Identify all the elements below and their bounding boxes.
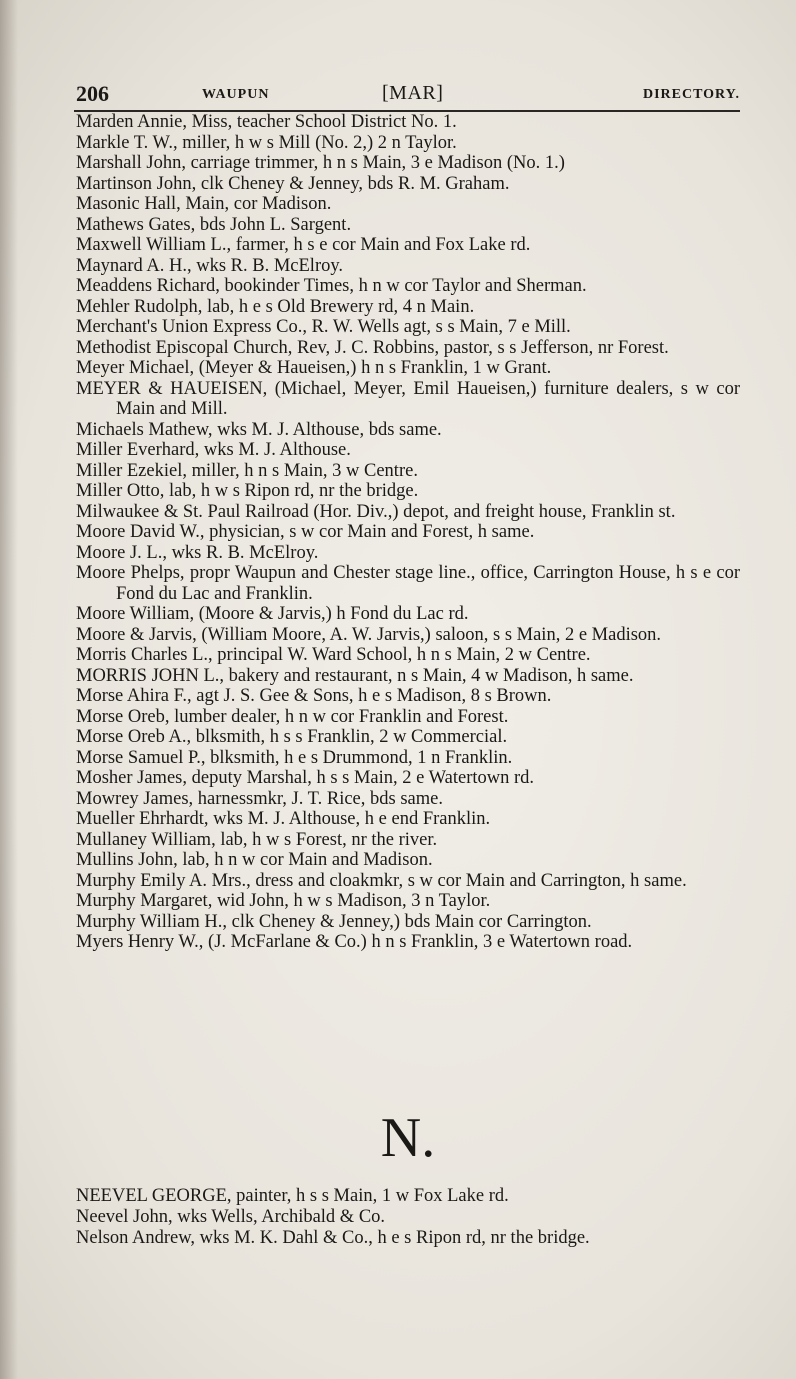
directory-entry: Moore & Jarvis, (William Moore, A. W. Jarvis,) saloon, s s Main, 2 e Madison.	[76, 624, 662, 645]
directory-entry: Mosher James, deputy Marshal, h s s Main, 2 e Watertown rd.	[76, 768, 535, 788]
directory-entry: Neevel John, wks Wells, Archibald & Co.	[76, 1207, 386, 1227]
directory-entry: Mathews Gates, bds John L. Sargent.	[76, 214, 352, 235]
directory-entry: Mullaney William, lab, h w s Forest, nr the river.	[76, 829, 438, 850]
running-head-title: DIRECTORY.	[642, 87, 740, 102]
directory-entry: Moore Phelps, propr Waupun and Chester stage line., office, Carrington House, h s e cor Fond du Lac and Franklin.	[76, 563, 740, 604]
page-header	[76, 81, 740, 108]
directory-entry: Morse Oreb A., blksmith, h s s Franklin, 2 w Commercial.	[76, 727, 508, 747]
directory-entry: Miller Otto, lab, h w s Ripon rd, nr the bridge.	[76, 481, 419, 501]
directory-entry: Miller Everhard, wks M. J. Althouse.	[76, 440, 351, 460]
directory-entry: Methodist Episcopal Church, Rev, J. C. Robbins, pastor, s s Jefferson, nr Forest.	[76, 337, 669, 358]
running-head-section: [MAR]	[382, 82, 444, 104]
directory-entry: Michaels Mathew, wks M. J. Althouse, bds same.	[76, 419, 442, 440]
directory-entry: NEEVEL GEORGE, painter, h s s Main, 1 w Fox Lake rd.	[76, 1186, 509, 1206]
directory-entry: Marden Annie, Miss, teacher School District No. 1.	[76, 112, 457, 132]
directory-entry: MEYER & HAUEISEN, (Michael, Meyer, Emil Haueisen,) furniture dealers, s w cor Main and Mill.	[76, 378, 740, 419]
directory-entry: Meyer Michael, (Meyer & Haueisen,) h n s Franklin, 1 w Grant.	[76, 358, 552, 378]
directory-entry: Mullins John, lab, h n w cor Main and Madison.	[76, 850, 433, 870]
directory-entries-n	[76, 1186, 740, 1249]
directory-entry: Martinson John, clk Cheney & Jenney, bds R. M. Graham.	[76, 173, 510, 194]
directory-entry: Merchant's Union Express Co., R. W. Wells agt, s s Main, 7 e Mill.	[76, 317, 571, 337]
page-number: 206	[76, 81, 109, 106]
directory-entry: Milwaukee & St. Paul Railroad (Hor. Div.,) depot, and freight house, Franklin st.	[76, 501, 676, 522]
directory-entry: Morse Oreb, lumber dealer, h n w cor Franklin and Forest.	[76, 706, 509, 727]
directory-entry: Maxwell William L., farmer, h s e cor Main and Fox Lake rd.	[76, 235, 531, 255]
directory-entry: Moore William, (Moore & Jarvis,) h Fond du Lac rd.	[76, 604, 469, 624]
directory-entry: Myers Henry W., (J. McFarlane & Co.) h n s Franklin, 3 e Watertown road.	[76, 932, 633, 952]
directory-entry: Marshall John, carriage trimmer, h n s Main, 3 e Madison (No. 1.)	[76, 153, 565, 173]
directory-entry: Murphy William H., clk Cheney & Jenney,) bds Main cor Carrington.	[76, 911, 592, 932]
running-head-city: WAUPUN	[202, 87, 270, 102]
directory-entry: Markle T. W., miller, h w s Mill (No. 2,) 2 n Taylor.	[76, 132, 457, 153]
directory-entry: Moore J. L., wks R. B. McElroy.	[76, 542, 319, 563]
directory-entry: Mehler Rudolph, lab, h e s Old Brewery rd, 4 n Main.	[76, 296, 475, 317]
directory-entry: Mueller Ehrhardt, wks M. J. Althouse, h e end Franklin.	[76, 809, 491, 829]
directory-entry: Maynard A. H., wks R. B. McElroy.	[76, 255, 344, 276]
directory-entry: MORRIS JOHN L., bakery and restaurant, n s Main, 4 w Madison, h same.	[76, 665, 634, 686]
directory-entry: Moore David W., physician, s w cor Main and Forest, h same.	[76, 522, 535, 542]
directory-entry: Mowrey James, harnessmkr, J. T. Rice, bds same.	[76, 788, 443, 809]
directory-entry: Murphy Emily A. Mrs., dress and cloakmkr, s w cor Main and Carrington, h same.	[76, 870, 687, 891]
directory-entry: Morse Ahira F., agt J. S. Gee & Sons, h e s Madison, 8 s Brown.	[76, 686, 552, 706]
directory-entry: Morris Charles L., principal W. Ward School, h n s Main, 2 w Centre.	[76, 645, 591, 665]
directory-entry: Meaddens Richard, bookinder Times, h n w cor Taylor and Sherman.	[76, 276, 587, 296]
binding-shadow	[0, 0, 18, 1379]
directory-entry: Nelson Andrew, wks M. K. Dahl & Co., h e s Ripon rd, nr the bridge.	[76, 1228, 590, 1248]
directory-entry: Murphy Margaret, wid John, h w s Madison, 3 n Taylor.	[76, 891, 491, 911]
section-heading-n: N.	[380, 1107, 436, 1169]
directory-entry: Masonic Hall, Main, cor Madison.	[76, 194, 332, 214]
directory-entry: Miller Ezekiel, miller, h n s Main, 3 w Centre.	[76, 460, 418, 481]
directory-entry: Morse Samuel P., blksmith, h e s Drummond, 1 n Franklin.	[76, 747, 513, 768]
directory-entries-m	[76, 112, 740, 953]
